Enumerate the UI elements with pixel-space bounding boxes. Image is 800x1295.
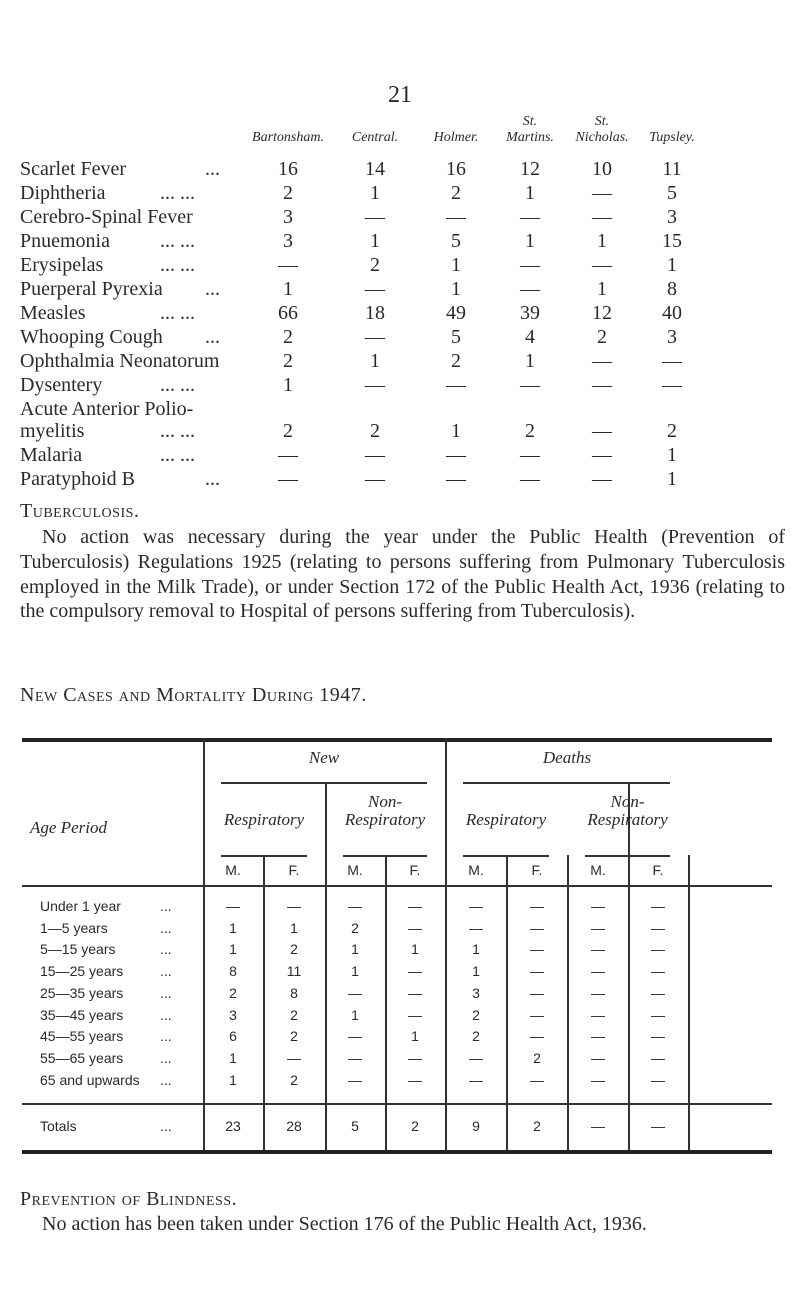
- table-vertical-rule: [628, 782, 630, 1150]
- leader-dots: ...: [160, 919, 172, 936]
- district-cell: 11: [662, 158, 682, 180]
- mortality-cell: —: [651, 1071, 665, 1088]
- leader-dots: ...: [160, 1028, 172, 1045]
- disease-label: Cerebro-Spinal Fever: [20, 206, 193, 228]
- district-cell: 2: [667, 420, 677, 442]
- totals-cell: 2: [533, 1118, 541, 1134]
- mortality-cell: 1: [411, 1028, 419, 1045]
- table-vertical-rule: [325, 782, 327, 1150]
- mortality-cell: —: [591, 898, 605, 914]
- leader-dots: ... ...: [160, 420, 195, 442]
- totals-top-rule: [22, 1103, 772, 1105]
- district-cell: 2: [370, 254, 380, 276]
- district-cell: —: [365, 206, 385, 228]
- district-cell: 12: [592, 302, 612, 324]
- group-new: New: [308, 748, 340, 767]
- district-cell: —: [592, 468, 612, 490]
- mortality-cell: —: [530, 963, 544, 980]
- mortality-cell: —: [226, 898, 240, 914]
- table-vertical-rule: [445, 738, 447, 1150]
- leader-dots: ... ...: [160, 444, 195, 466]
- disease-label: Puerperal Pyrexia: [20, 278, 163, 300]
- totals-cell: 28: [286, 1118, 302, 1134]
- mortality-cell: —: [408, 919, 422, 936]
- sex-header: M.: [590, 862, 606, 878]
- district-cell: 1: [525, 182, 535, 204]
- mortality-cell: —: [469, 1071, 483, 1088]
- sex-header: M.: [225, 862, 241, 878]
- district-cell: 2: [451, 350, 461, 372]
- leader-dots: ... ...: [160, 374, 195, 396]
- district-header: [622, 114, 722, 146]
- mortality-cell: —: [348, 1049, 362, 1066]
- district-cell: —: [662, 374, 682, 396]
- mortality-cell: —: [287, 1049, 301, 1066]
- district-cell: 1: [525, 350, 535, 372]
- mortality-cell: 2: [290, 1028, 298, 1045]
- mortality-cell: —: [651, 963, 665, 980]
- table-bottom-rule: [22, 1150, 772, 1154]
- district-cell: 1: [451, 254, 461, 276]
- disease-label: Dysentery: [20, 374, 103, 396]
- district-header-line1: St.: [594, 114, 610, 129]
- district-header-line2: Central.: [351, 130, 399, 145]
- sub-nonresp-1: Non-: [610, 792, 645, 811]
- mortality-cell: —: [591, 1006, 605, 1023]
- sex-header: F.: [409, 862, 421, 878]
- mortality-cell: —: [287, 898, 301, 914]
- new-cases-heading: New Cases and Mortality During 1947.: [20, 684, 367, 706]
- age-period-row-label: 35—45 years: [40, 1006, 124, 1023]
- disease-label: Erysipelas: [20, 254, 104, 276]
- table-horizontal-rule: [463, 855, 549, 857]
- mortality-cell: —: [408, 1006, 422, 1023]
- district-cell: 2: [283, 420, 293, 442]
- district-cell: —: [365, 326, 385, 348]
- district-cell: —: [278, 468, 298, 490]
- totals-cell: 23: [225, 1118, 241, 1134]
- district-cell: 2: [525, 420, 535, 442]
- mortality-cell: —: [408, 984, 422, 1001]
- totals-cell: —: [591, 1118, 605, 1134]
- district-header-line2: Nicholas.: [575, 130, 629, 145]
- district-cell: 16: [278, 158, 298, 180]
- district-cell: 1: [525, 230, 535, 252]
- mortality-cell: 1: [290, 919, 298, 936]
- age-period-row-label: 65 and upwards: [40, 1071, 140, 1088]
- sex-header: F.: [652, 862, 664, 878]
- district-cell: —: [446, 374, 466, 396]
- district-cell: 1: [283, 278, 293, 300]
- blindness-heading: Prevention of Blindness.: [20, 1188, 238, 1210]
- leader-dots: ...: [160, 963, 172, 980]
- district-cell: 1: [667, 444, 677, 466]
- mortality-cell: —: [469, 919, 483, 936]
- sub-respiratory: Respiratory: [223, 810, 305, 829]
- mortality-cell: —: [591, 919, 605, 936]
- age-period-row-label: 1—5 years: [40, 919, 108, 936]
- mortality-cell: 1: [472, 941, 480, 958]
- mortality-cell: —: [348, 984, 362, 1001]
- district-header-line1: [238, 114, 338, 130]
- district-cell: 2: [451, 182, 461, 204]
- table-vertical-rule: [263, 855, 265, 1150]
- mortality-cell: —: [530, 941, 544, 958]
- page-number: 21: [388, 82, 412, 108]
- leader-dots: ... ...: [160, 182, 195, 204]
- mortality-cell: —: [591, 1049, 605, 1066]
- district-header-line2: Martins.: [506, 130, 554, 145]
- district-header-line2: Holmer.: [433, 130, 479, 145]
- table-horizontal-rule: [221, 782, 427, 784]
- sex-header: M.: [468, 862, 484, 878]
- district-header: [238, 114, 338, 146]
- totals-label: Totals: [40, 1118, 77, 1134]
- mortality-cell: —: [530, 919, 544, 936]
- district-cell: 1: [370, 230, 380, 252]
- mortality-cell: —: [348, 1071, 362, 1088]
- age-period-label: Age Period: [30, 818, 107, 837]
- table-horizontal-rule: [585, 855, 670, 857]
- leader-dots: ... ...: [160, 230, 195, 252]
- leader-dots: ...: [205, 468, 220, 490]
- mortality-cell: —: [530, 1006, 544, 1023]
- district-row: [20, 468, 790, 496]
- age-period-row-label: 25—35 years: [40, 984, 124, 1001]
- district-cell: —: [365, 444, 385, 466]
- sub-nonresp-1: Non-: [368, 792, 402, 811]
- group-deaths: Deaths: [542, 748, 592, 767]
- mortality-cell: —: [591, 963, 605, 980]
- mortality-cell: —: [530, 984, 544, 1001]
- district-cell: 3: [667, 326, 677, 348]
- sub-nonresp-2: Respiratory: [587, 810, 668, 829]
- table-vertical-rule: [203, 738, 205, 1150]
- sex-header: F.: [531, 862, 543, 878]
- disease-label: Whooping Cough: [20, 326, 163, 348]
- mortality-cell: —: [651, 1006, 665, 1023]
- district-cell: —: [592, 444, 612, 466]
- district-cell: —: [662, 350, 682, 372]
- leader-dots: ...: [160, 1118, 172, 1134]
- leader-dots: ...: [160, 1071, 172, 1088]
- disease-label: Pnuemonia: [20, 230, 110, 252]
- mortality-cell: 2: [290, 1071, 298, 1088]
- district-cell: —: [446, 468, 466, 490]
- district-cell: 2: [283, 326, 293, 348]
- leader-dots: ...: [205, 158, 220, 180]
- district-cell: 1: [283, 374, 293, 396]
- table-vertical-rule: [506, 855, 508, 1150]
- totals-cell: 2: [411, 1118, 419, 1134]
- disease-label: Diphtheria: [20, 182, 106, 204]
- leader-dots: ...: [205, 326, 220, 348]
- leader-dots: ...: [205, 278, 220, 300]
- mortality-cell: —: [408, 1049, 422, 1066]
- tuberculosis-heading: Tuberculosis.: [20, 500, 140, 522]
- district-cell: 1: [667, 468, 677, 490]
- header-bottom-rule: [22, 885, 772, 887]
- leader-dots: ...: [160, 1006, 172, 1023]
- mortality-cell: —: [530, 1071, 544, 1088]
- district-cell: 2: [283, 350, 293, 372]
- mortality-cell: —: [530, 898, 544, 914]
- totals-cell: 9: [472, 1118, 480, 1134]
- mortality-cell: 1: [351, 941, 359, 958]
- mortality-cell: —: [530, 1028, 544, 1045]
- leader-dots: ... ...: [160, 254, 195, 276]
- age-period-row-label: 15—25 years: [40, 963, 124, 980]
- mortality-cell: 2: [472, 1006, 480, 1023]
- table-vertical-rule: [688, 855, 690, 1150]
- district-cell: —: [520, 374, 540, 396]
- disease-label: Ophthalmia Neonatorum: [20, 350, 220, 372]
- disease-label: Malaria: [20, 444, 83, 466]
- district-cell: —: [520, 278, 540, 300]
- district-header-line2: Bartonsham.: [252, 130, 324, 145]
- mortality-cell: —: [469, 1049, 483, 1066]
- district-cell: —: [592, 182, 612, 204]
- district-cell: 12: [520, 158, 540, 180]
- mortality-cell: —: [651, 898, 665, 914]
- district-cell: 1: [667, 254, 677, 276]
- table-vertical-rule: [567, 855, 569, 1150]
- mortality-cell: 1: [472, 963, 480, 980]
- mortality-cell: 8: [290, 984, 298, 1001]
- leader-dots: ... ...: [160, 302, 195, 324]
- district-cell: 40: [662, 302, 682, 324]
- district-cell: 5: [451, 326, 461, 348]
- district-cell: 8: [667, 278, 677, 300]
- district-cell: 49: [446, 302, 466, 324]
- age-period-row-label: Under 1 year: [40, 898, 121, 914]
- mortality-cell: —: [591, 1028, 605, 1045]
- district-cell: 14: [365, 158, 385, 180]
- mortality-cell: 1: [229, 941, 237, 958]
- disease-label-line1: Acute Anterior Polio-: [20, 398, 194, 420]
- district-cell: —: [520, 468, 540, 490]
- table-horizontal-rule: [343, 855, 427, 857]
- blindness-paragraph: No action has been taken under Section 176 of the Public Health Act, 1936.: [42, 1213, 647, 1235]
- disease-label: Paratyphoid B: [20, 468, 135, 490]
- table-vertical-rule: [385, 855, 387, 1150]
- district-cell: 5: [451, 230, 461, 252]
- district-cell: 5: [667, 182, 677, 204]
- district-cell: 2: [370, 420, 380, 442]
- mortality-cell: —: [591, 941, 605, 958]
- district-cell: —: [278, 254, 298, 276]
- district-cell: 18: [365, 302, 385, 324]
- mortality-cell: 1: [229, 1049, 237, 1066]
- leader-dots: ...: [160, 1049, 172, 1066]
- table-horizontal-rule: [463, 782, 670, 784]
- mortality-cell: 6: [229, 1028, 237, 1045]
- mortality-cell: 2: [472, 1028, 480, 1045]
- district-cell: 1: [597, 230, 607, 252]
- mortality-cell: 2: [290, 1006, 298, 1023]
- district-cell: —: [365, 278, 385, 300]
- district-cell: 3: [667, 206, 677, 228]
- mortality-cell: —: [591, 984, 605, 1001]
- leader-dots: ...: [160, 984, 172, 1001]
- age-period-row-label: 55—65 years: [40, 1049, 124, 1066]
- table-top-rule: [22, 738, 772, 742]
- mortality-cell: 1: [411, 941, 419, 958]
- mortality-cell: 3: [229, 1006, 237, 1023]
- district-cell: 10: [592, 158, 612, 180]
- disease-label: myelitis: [20, 420, 85, 442]
- sex-header: M.: [347, 862, 363, 878]
- district-cell: —: [278, 444, 298, 466]
- district-cell: 15: [662, 230, 682, 252]
- district-cell: 3: [283, 206, 293, 228]
- district-cell: 2: [597, 326, 607, 348]
- mortality-cell: 2: [351, 919, 359, 936]
- mortality-cell: 8: [229, 963, 237, 980]
- district-cell: 1: [597, 278, 607, 300]
- leader-dots: ...: [160, 941, 172, 958]
- district-cell: —: [520, 254, 540, 276]
- mortality-cell: —: [651, 1049, 665, 1066]
- sub-respiratory: Respiratory: [465, 810, 547, 829]
- district-cell: 1: [451, 420, 461, 442]
- mortality-cell: 11: [286, 963, 302, 980]
- district-cell: —: [592, 374, 612, 396]
- mortality-cell: 1: [229, 919, 237, 936]
- mortality-cell: —: [651, 1028, 665, 1045]
- district-cell: 4: [525, 326, 535, 348]
- mortality-cell: —: [469, 898, 483, 914]
- mortality-cell: 1: [351, 1006, 359, 1023]
- tuberculosis-paragraph: No action was necessary during the year under the Public Health (Prevention of Tuberculosis) Regulations 1925 (relating to persons suffering from Pulmonary Tuberculosis employed in the Milk Trade), or under Section 172 of the Public Health Act, 1936 (relating to the compulsory removal to Hospital of persons suffering from Tuberculosis).: [20, 526, 785, 623]
- totals-cell: —: [651, 1118, 665, 1134]
- district-cell: —: [446, 444, 466, 466]
- mortality-cell: —: [651, 919, 665, 936]
- district-cell: —: [520, 206, 540, 228]
- mortality-cell: 1: [229, 1071, 237, 1088]
- mortality-cell: —: [651, 984, 665, 1001]
- mortality-cell: 2: [290, 941, 298, 958]
- mortality-cell: 2: [229, 984, 237, 1001]
- district-cell: —: [365, 374, 385, 396]
- mortality-cell: 3: [472, 984, 480, 1001]
- district-cell: 39: [520, 302, 540, 324]
- district-cell: —: [520, 444, 540, 466]
- age-period-row-label: 5—15 years: [40, 941, 116, 958]
- district-cell: 2: [283, 182, 293, 204]
- district-cell: 1: [451, 278, 461, 300]
- district-cell: —: [592, 420, 612, 442]
- sub-nonresp-2: Respiratory: [344, 810, 426, 829]
- mortality-cell: —: [408, 898, 422, 914]
- district-header-line2: Tupsley.: [649, 130, 695, 145]
- disease-label: Measles: [20, 302, 86, 324]
- mortality-cell: —: [348, 898, 362, 914]
- district-cell: 66: [278, 302, 298, 324]
- district-cell: 1: [370, 350, 380, 372]
- mortality-cell: —: [348, 1028, 362, 1045]
- district-cell: 16: [446, 158, 466, 180]
- mortality-cell: —: [651, 941, 665, 958]
- mortality-cell: 2: [533, 1049, 541, 1066]
- district-header-line1: St.: [522, 114, 538, 129]
- totals-cell: 5: [351, 1118, 359, 1134]
- district-cell: 3: [283, 230, 293, 252]
- table-horizontal-rule: [221, 855, 307, 857]
- district-cell: —: [365, 468, 385, 490]
- district-cell: 1: [370, 182, 380, 204]
- age-period-row-label: 45—55 years: [40, 1028, 124, 1045]
- district-cell: —: [446, 206, 466, 228]
- mortality-cell: —: [408, 963, 422, 980]
- mortality-cell: —: [408, 1071, 422, 1088]
- leader-dots: ...: [160, 898, 172, 914]
- district-cell: —: [592, 206, 612, 228]
- district-cell: —: [592, 350, 612, 372]
- mortality-cell: —: [591, 1071, 605, 1088]
- disease-label: Scarlet Fever: [20, 158, 127, 180]
- district-cell: —: [592, 254, 612, 276]
- district-header-line1: [622, 114, 722, 130]
- sex-header: F.: [288, 862, 300, 878]
- mortality-cell: 1: [351, 963, 359, 980]
